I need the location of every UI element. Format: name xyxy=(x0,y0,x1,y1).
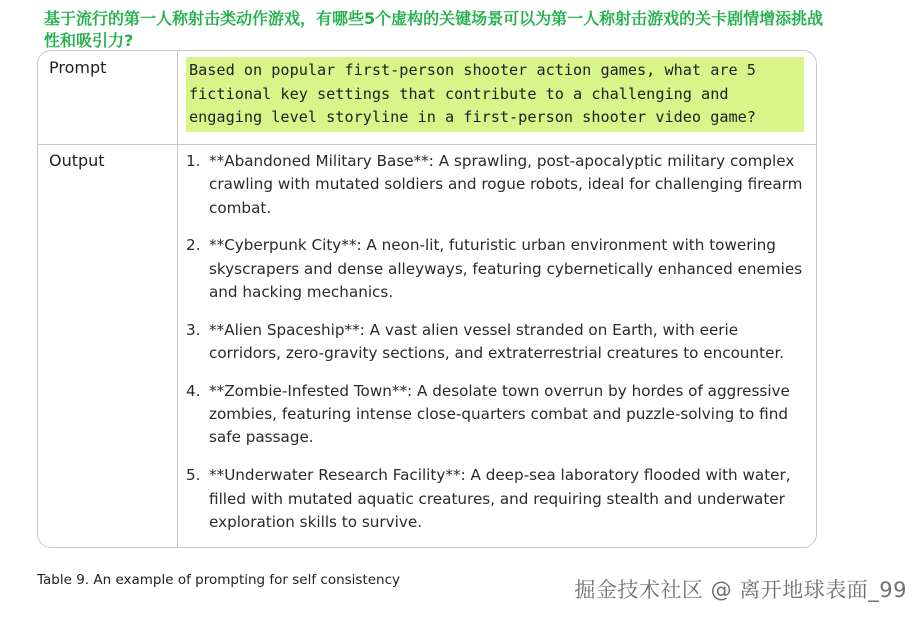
output-list xyxy=(186,150,811,548)
list-item-text: **Underwater Research Facility**: A deep-sea laboratory flooded with water, filled with mutated aquatic creatures, and requiring stealth and underwater exploration skills to survive. xyxy=(209,466,791,531)
list-item xyxy=(186,464,811,534)
list-item-text: **Abandoned Military Base**: A sprawling, post-apocalyptic military complex crawling with mutated soldiers and rogue robots, ideal for challenging firearm combat. xyxy=(209,152,803,217)
output-label: Output xyxy=(49,151,105,170)
chinese-heading: 基于流行的第一人称射击类动作游戏，有哪些5个虚构的关键场景可以为第一人称射击游戏的关卡剧情增添挑战性和吸引力? xyxy=(44,9,824,50)
list-item xyxy=(186,380,811,450)
prompt-label: Prompt xyxy=(49,58,107,77)
list-item-text: **Zombie-Infested Town**: A desolate town overrun by hordes of aggressive zombies, featuring intense close-quarters combat and puzzle-solving to find safe passage. xyxy=(209,381,790,447)
prompt-text: Based on popular first-person shooter action games, what are 5 fictional key settings that contribute to a challenging and engaging level storyline in a first-person shooter video game? xyxy=(186,57,804,132)
list-item xyxy=(186,150,811,220)
watermark: 掘金技术社区 @ 离开地球表面_99 xyxy=(574,578,907,602)
example-table xyxy=(37,50,817,548)
list-item-number: 4. xyxy=(186,381,201,400)
list-item-number: 2. xyxy=(186,236,201,255)
list-item-number: 3. xyxy=(186,320,201,339)
list-item xyxy=(186,319,811,366)
list-item-number: 1. xyxy=(186,152,201,170)
row-divider xyxy=(38,144,816,145)
list-item-text: **Alien Spaceship**: A vast alien vessel stranded on Earth, with eerie corridors, zero-gravity sections, and extraterrestrial creatures to encounter. xyxy=(209,320,785,363)
list-item-number: 5. xyxy=(186,466,201,485)
column-divider xyxy=(177,51,178,547)
list-item-text: **Cyberpunk City**: A neon-lit, futuristic urban environment with towering skyscrapers and dense alleyways, featuring cybernetically enhanced enemies and hacking mechanics. xyxy=(209,236,803,301)
list-item xyxy=(186,234,811,304)
table-caption: Table 9. An example of prompting for self consistency xyxy=(37,572,401,588)
